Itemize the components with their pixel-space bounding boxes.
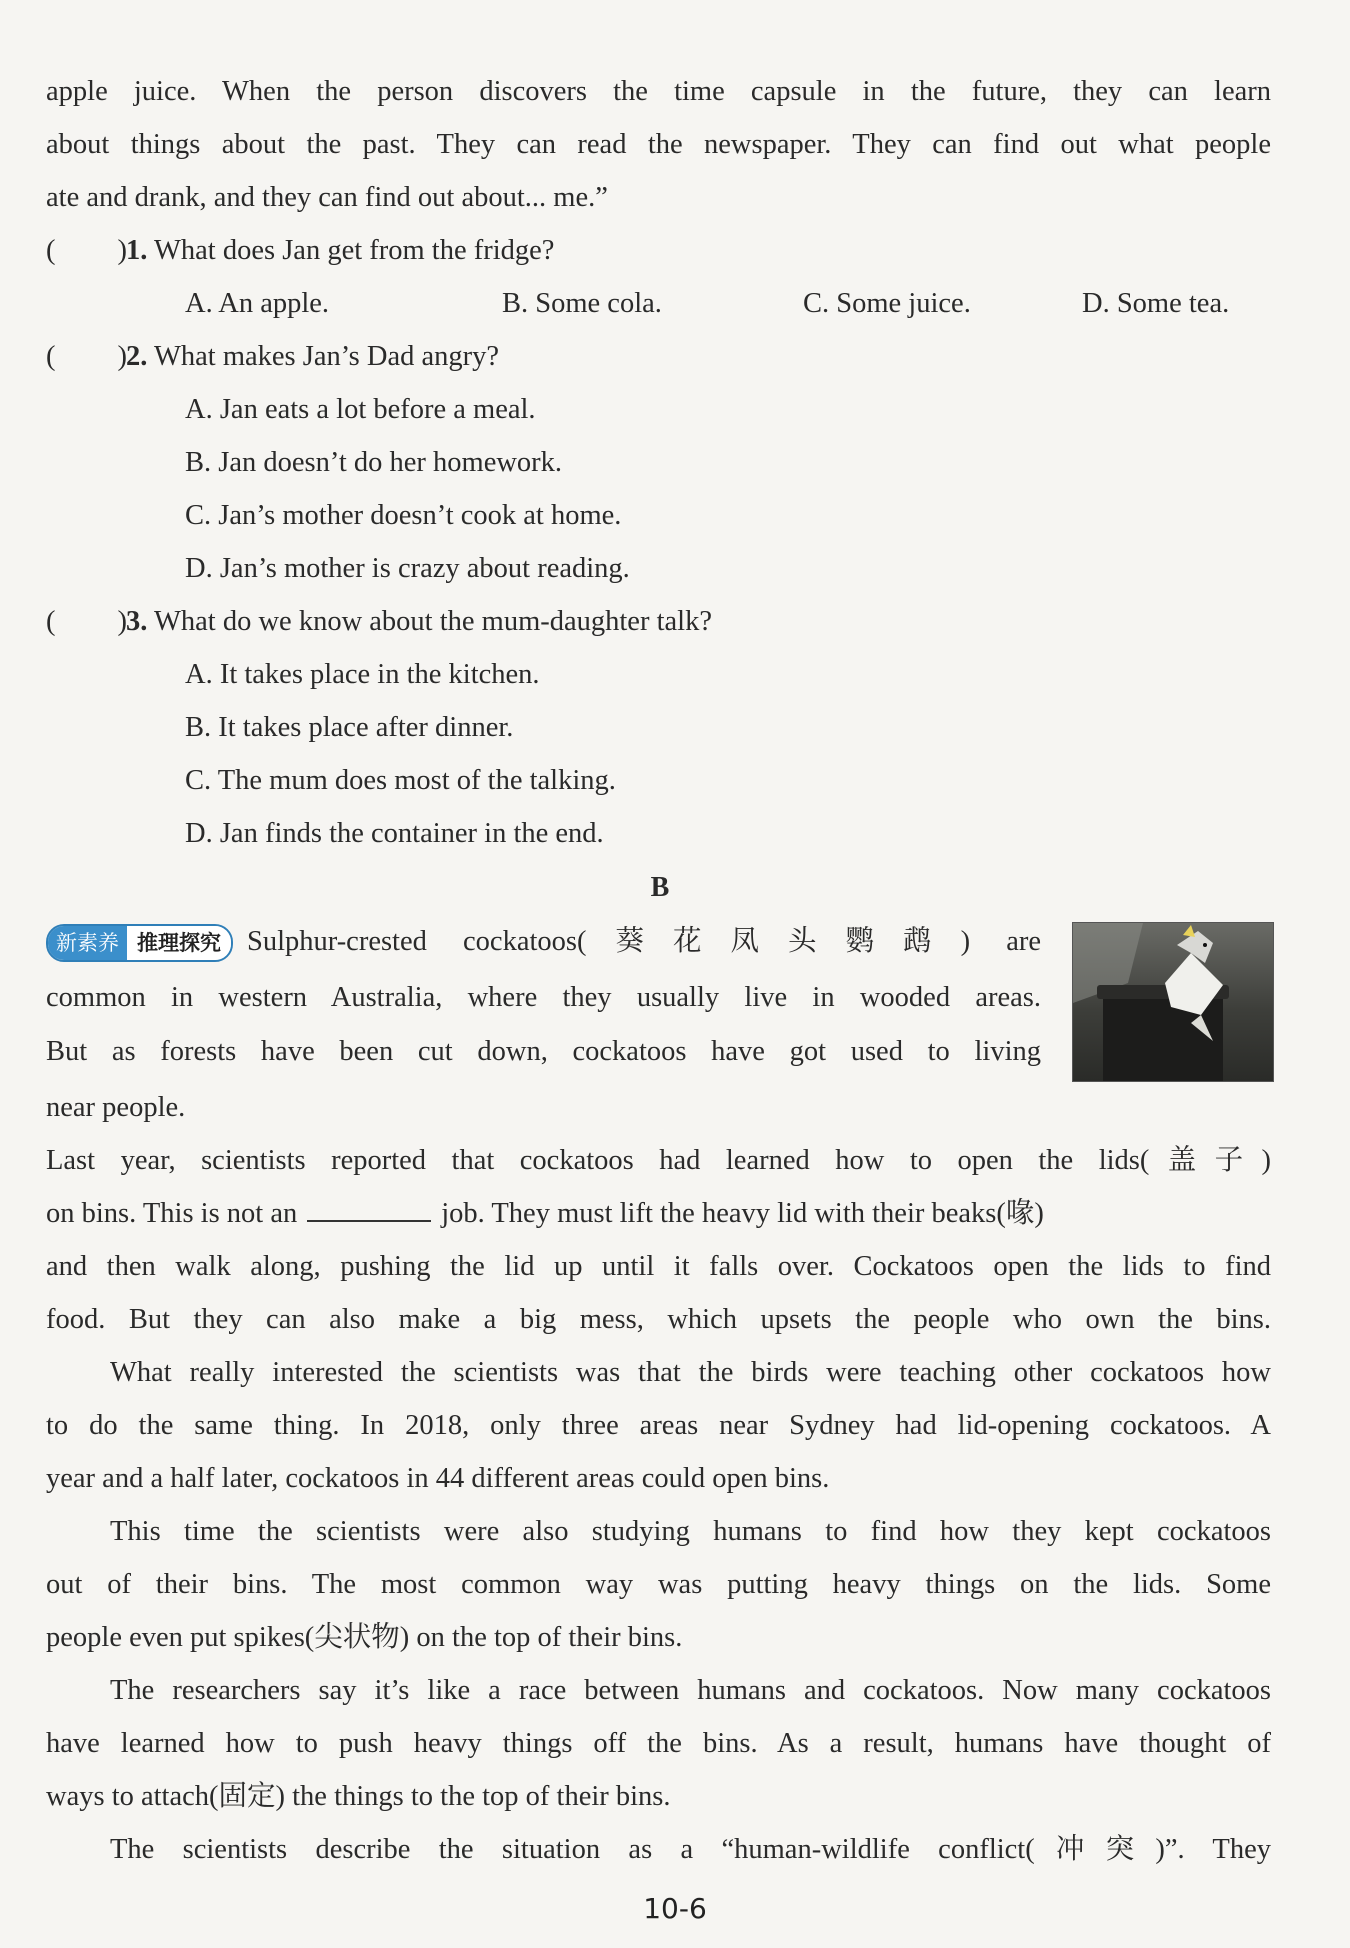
passage-a-line: about things about the past. They can read the newspaper. They can find out what people xyxy=(46,129,1271,160)
passage-b-line: to do the same thing. In 2018, only three areas near Sydney had lid-opening cockatoos. A xyxy=(46,1410,1271,1441)
passage-b-line: year and a half later, cockatoos in 44 different areas could open bins. xyxy=(46,1463,830,1494)
option-d: D. Jan’s mother is crazy about reading. xyxy=(185,553,630,584)
question-1: ( )1. What does Jan get from the fridge? xyxy=(46,235,555,266)
passage-b-line: people even put spikes(尖状物) on the top of their bins. xyxy=(46,1622,683,1653)
option-a: A. It takes place in the kitchen. xyxy=(185,659,540,690)
literacy-badge: 新素养 推理探究 xyxy=(46,924,233,962)
passage-b-line: have learned how to push heavy things off the bins. As a result, humans have thought of xyxy=(46,1728,1271,1759)
passage-b-line: on bins. This is not an job. They must lift the heavy lid with their beaks(喙) xyxy=(46,1194,1271,1234)
option-a: A. Jan eats a lot before a meal. xyxy=(185,394,536,425)
passage-b-line: What really interested the scientists was that the birds were teaching other cockatoos how xyxy=(110,1357,1271,1388)
question-number: 2. xyxy=(126,341,148,372)
option-d: D. Jan finds the container in the end. xyxy=(185,818,604,849)
question-number: 3. xyxy=(126,606,148,637)
answer-paren-open[interactable]: ( xyxy=(46,606,56,637)
question-3: ( )3. What do we know about the mum-daughter talk? xyxy=(46,606,712,637)
passage-b-line: But as forests have been cut down, cockatoos have got used to living xyxy=(46,1036,1041,1067)
passage-b-line: common in western Australia, where they usually live in wooded areas. xyxy=(46,982,1041,1013)
passage-a-line: ate and drank, and they can find out about... me.” xyxy=(46,182,608,213)
option-a: A. An apple. xyxy=(185,288,330,319)
passage-b-line: food. But they can also make a big mess, which upsets the people who own the bins. xyxy=(46,1304,1271,1335)
passage-b-line: Last year, scientists reported that cockatoos had learned how to open the lids(盖子) xyxy=(46,1145,1271,1176)
passage-b-line: This time the scientists were also studying humans to find how they kept cockatoos xyxy=(110,1516,1271,1547)
passage-b-line: ways to attach(固定) the things to the top of their bins. xyxy=(46,1781,671,1812)
page-number: 10-6 xyxy=(643,1892,707,1925)
question-2: ( )2. What makes Jan’s Dad angry? xyxy=(46,341,500,372)
option-b: B. It takes place after dinner. xyxy=(185,712,514,743)
section-heading: B xyxy=(650,872,670,903)
option-b: B. Jan doesn’t do her homework. xyxy=(185,447,563,478)
passage-b-line: out of their bins. The most common way was putting heavy things on the lids. Some xyxy=(46,1569,1271,1600)
cockatoo-on-bin-icon xyxy=(1073,923,1273,1081)
passage-b-line: and then walk along, pushing the lid up until it falls over. Cockatoos open the lids to find xyxy=(46,1251,1271,1282)
cockatoo-photo xyxy=(1072,922,1274,1082)
option-d: D. Some tea. xyxy=(1082,288,1230,319)
passage-b-line: 新素养 推理探究 Sulphur-crested cockatoos(葵花凤头鹦鹉) are xyxy=(46,922,1041,962)
question-text: What makes Jan’s Dad angry? xyxy=(154,341,500,372)
question-text: What does Jan get from the fridge? xyxy=(154,235,555,266)
option-b: B. Some cola. xyxy=(502,288,662,319)
answer-paren-open[interactable]: ( xyxy=(46,235,56,266)
option-c: C. Some juice. xyxy=(803,288,971,319)
option-c: C. Jan’s mother doesn’t cook at home. xyxy=(185,500,622,531)
answer-blank[interactable] xyxy=(307,1194,431,1222)
passage-b-line: near people. xyxy=(46,1092,186,1123)
passage-a-line: apple juice. When the person discovers the time capsule in the future, they can learn xyxy=(46,76,1271,107)
question-text: What do we know about the mum-daughter talk? xyxy=(154,606,712,637)
answer-paren-open[interactable]: ( xyxy=(46,341,56,372)
option-c: C. The mum does most of the talking. xyxy=(185,765,616,796)
passage-b-line: The researchers say it’s like a race between humans and cockatoos. Now many cockatoos xyxy=(110,1675,1271,1706)
question-number: 1. xyxy=(126,235,148,266)
passage-b-line: The scientists describe the situation as a “human-wildlife conflict(冲突)”. They xyxy=(110,1834,1271,1865)
